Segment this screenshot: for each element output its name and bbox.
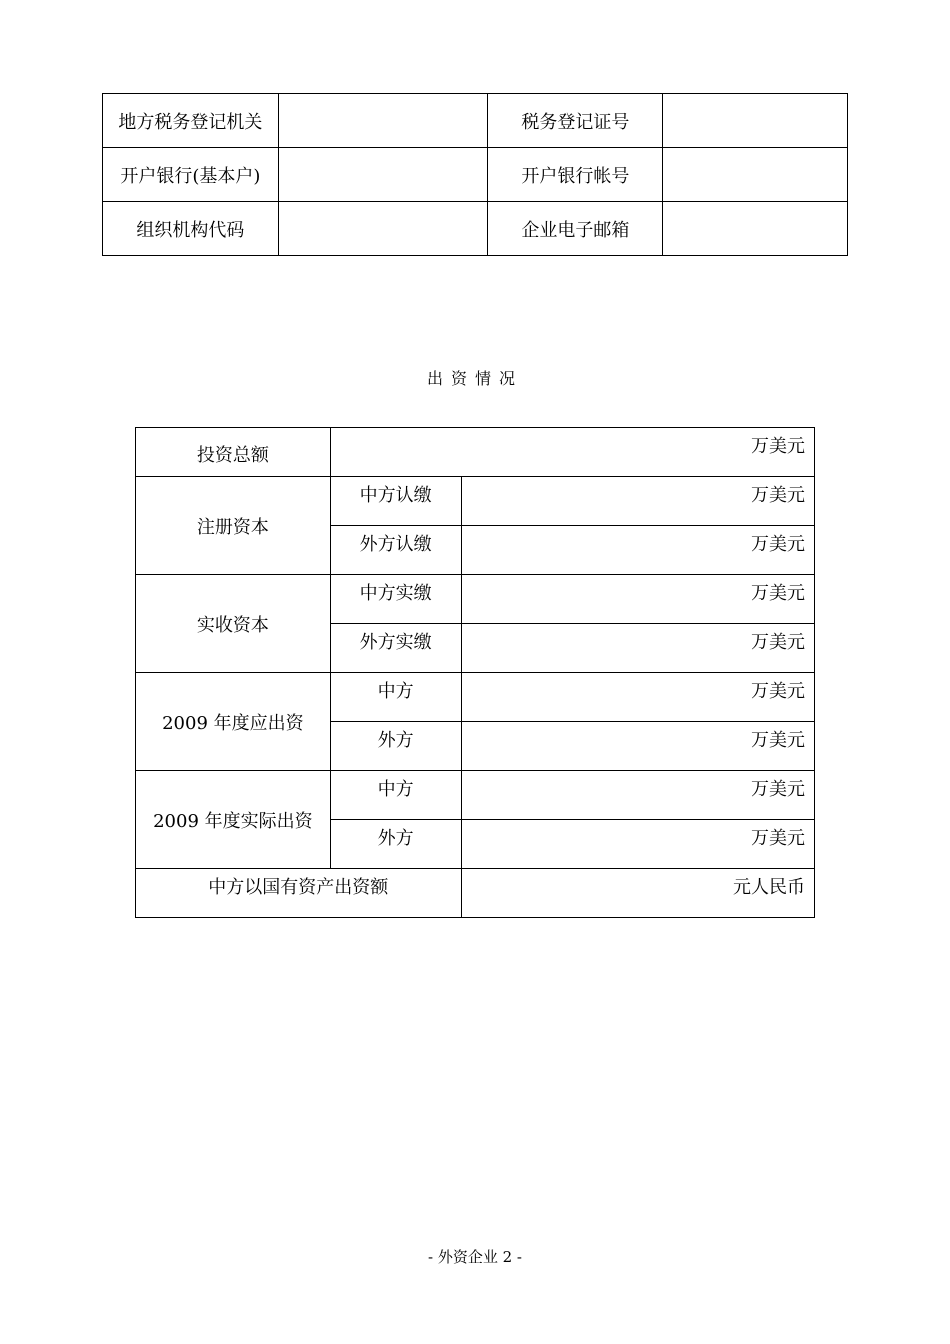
paid-in-capital-label: 实收资本 — [136, 575, 331, 673]
bank-account-label: 开户银行帐号 — [488, 148, 663, 202]
org-code-field[interactable] — [278, 202, 488, 256]
registration-table — [102, 93, 848, 256]
bank-label: 开户银行(基本户) — [103, 148, 279, 202]
actual-2009-chinese-field[interactable]: 万美元 — [461, 771, 814, 820]
foreign-subscribed-label: 外方认缴 — [330, 526, 461, 575]
table-row — [103, 148, 848, 202]
org-code-label: 组织机构代码 — [103, 202, 279, 256]
table-row — [136, 771, 815, 820]
tax-cert-number-label: 税务登记证号 — [488, 94, 663, 148]
actual-2009-chinese-label: 中方 — [330, 771, 461, 820]
page-footer: - 外资企业 2 - — [428, 1248, 522, 1266]
state-assets-label: 中方以国有资产出资额 — [136, 869, 462, 918]
table-row — [103, 202, 848, 256]
foreign-subscribed-field[interactable]: 万美元 — [461, 526, 814, 575]
chinese-paid-label: 中方实缴 — [330, 575, 461, 624]
chinese-subscribed-label: 中方认缴 — [330, 477, 461, 526]
bank-field[interactable] — [278, 148, 488, 202]
table-row — [136, 673, 815, 722]
chinese-paid-field[interactable]: 万美元 — [461, 575, 814, 624]
state-assets-field[interactable]: 元人民币 — [461, 869, 814, 918]
email-label: 企业电子邮箱 — [488, 202, 663, 256]
bank-account-field[interactable] — [663, 148, 848, 202]
tax-authority-label: 地方税务登记机关 — [103, 94, 279, 148]
due-2009-foreign-label: 外方 — [330, 722, 461, 771]
actual-2009-label: 2009 年度实际出资 — [136, 771, 331, 869]
email-field[interactable] — [663, 202, 848, 256]
table-row — [136, 477, 815, 526]
total-investment-field[interactable]: 万美元 — [330, 428, 814, 477]
table-row — [136, 575, 815, 624]
foreign-paid-label: 外方实缴 — [330, 624, 461, 673]
due-2009-label: 2009 年度应出资 — [136, 673, 331, 771]
actual-2009-foreign-field[interactable]: 万美元 — [461, 820, 814, 869]
due-2009-chinese-field[interactable]: 万美元 — [461, 673, 814, 722]
foreign-paid-field[interactable]: 万美元 — [461, 624, 814, 673]
actual-2009-foreign-label: 外方 — [330, 820, 461, 869]
tax-cert-number-field[interactable] — [663, 94, 848, 148]
table-row — [103, 94, 848, 148]
investment-table — [135, 427, 815, 918]
registered-capital-label: 注册资本 — [136, 477, 331, 575]
table-row — [136, 428, 815, 477]
table-row — [136, 869, 815, 918]
total-investment-label: 投资总额 — [136, 428, 331, 477]
due-2009-foreign-field[interactable]: 万美元 — [461, 722, 814, 771]
due-2009-chinese-label: 中方 — [330, 673, 461, 722]
tax-authority-field[interactable] — [278, 94, 488, 148]
section-title: 出资情况 — [426, 369, 523, 388]
chinese-subscribed-field[interactable]: 万美元 — [461, 477, 814, 526]
